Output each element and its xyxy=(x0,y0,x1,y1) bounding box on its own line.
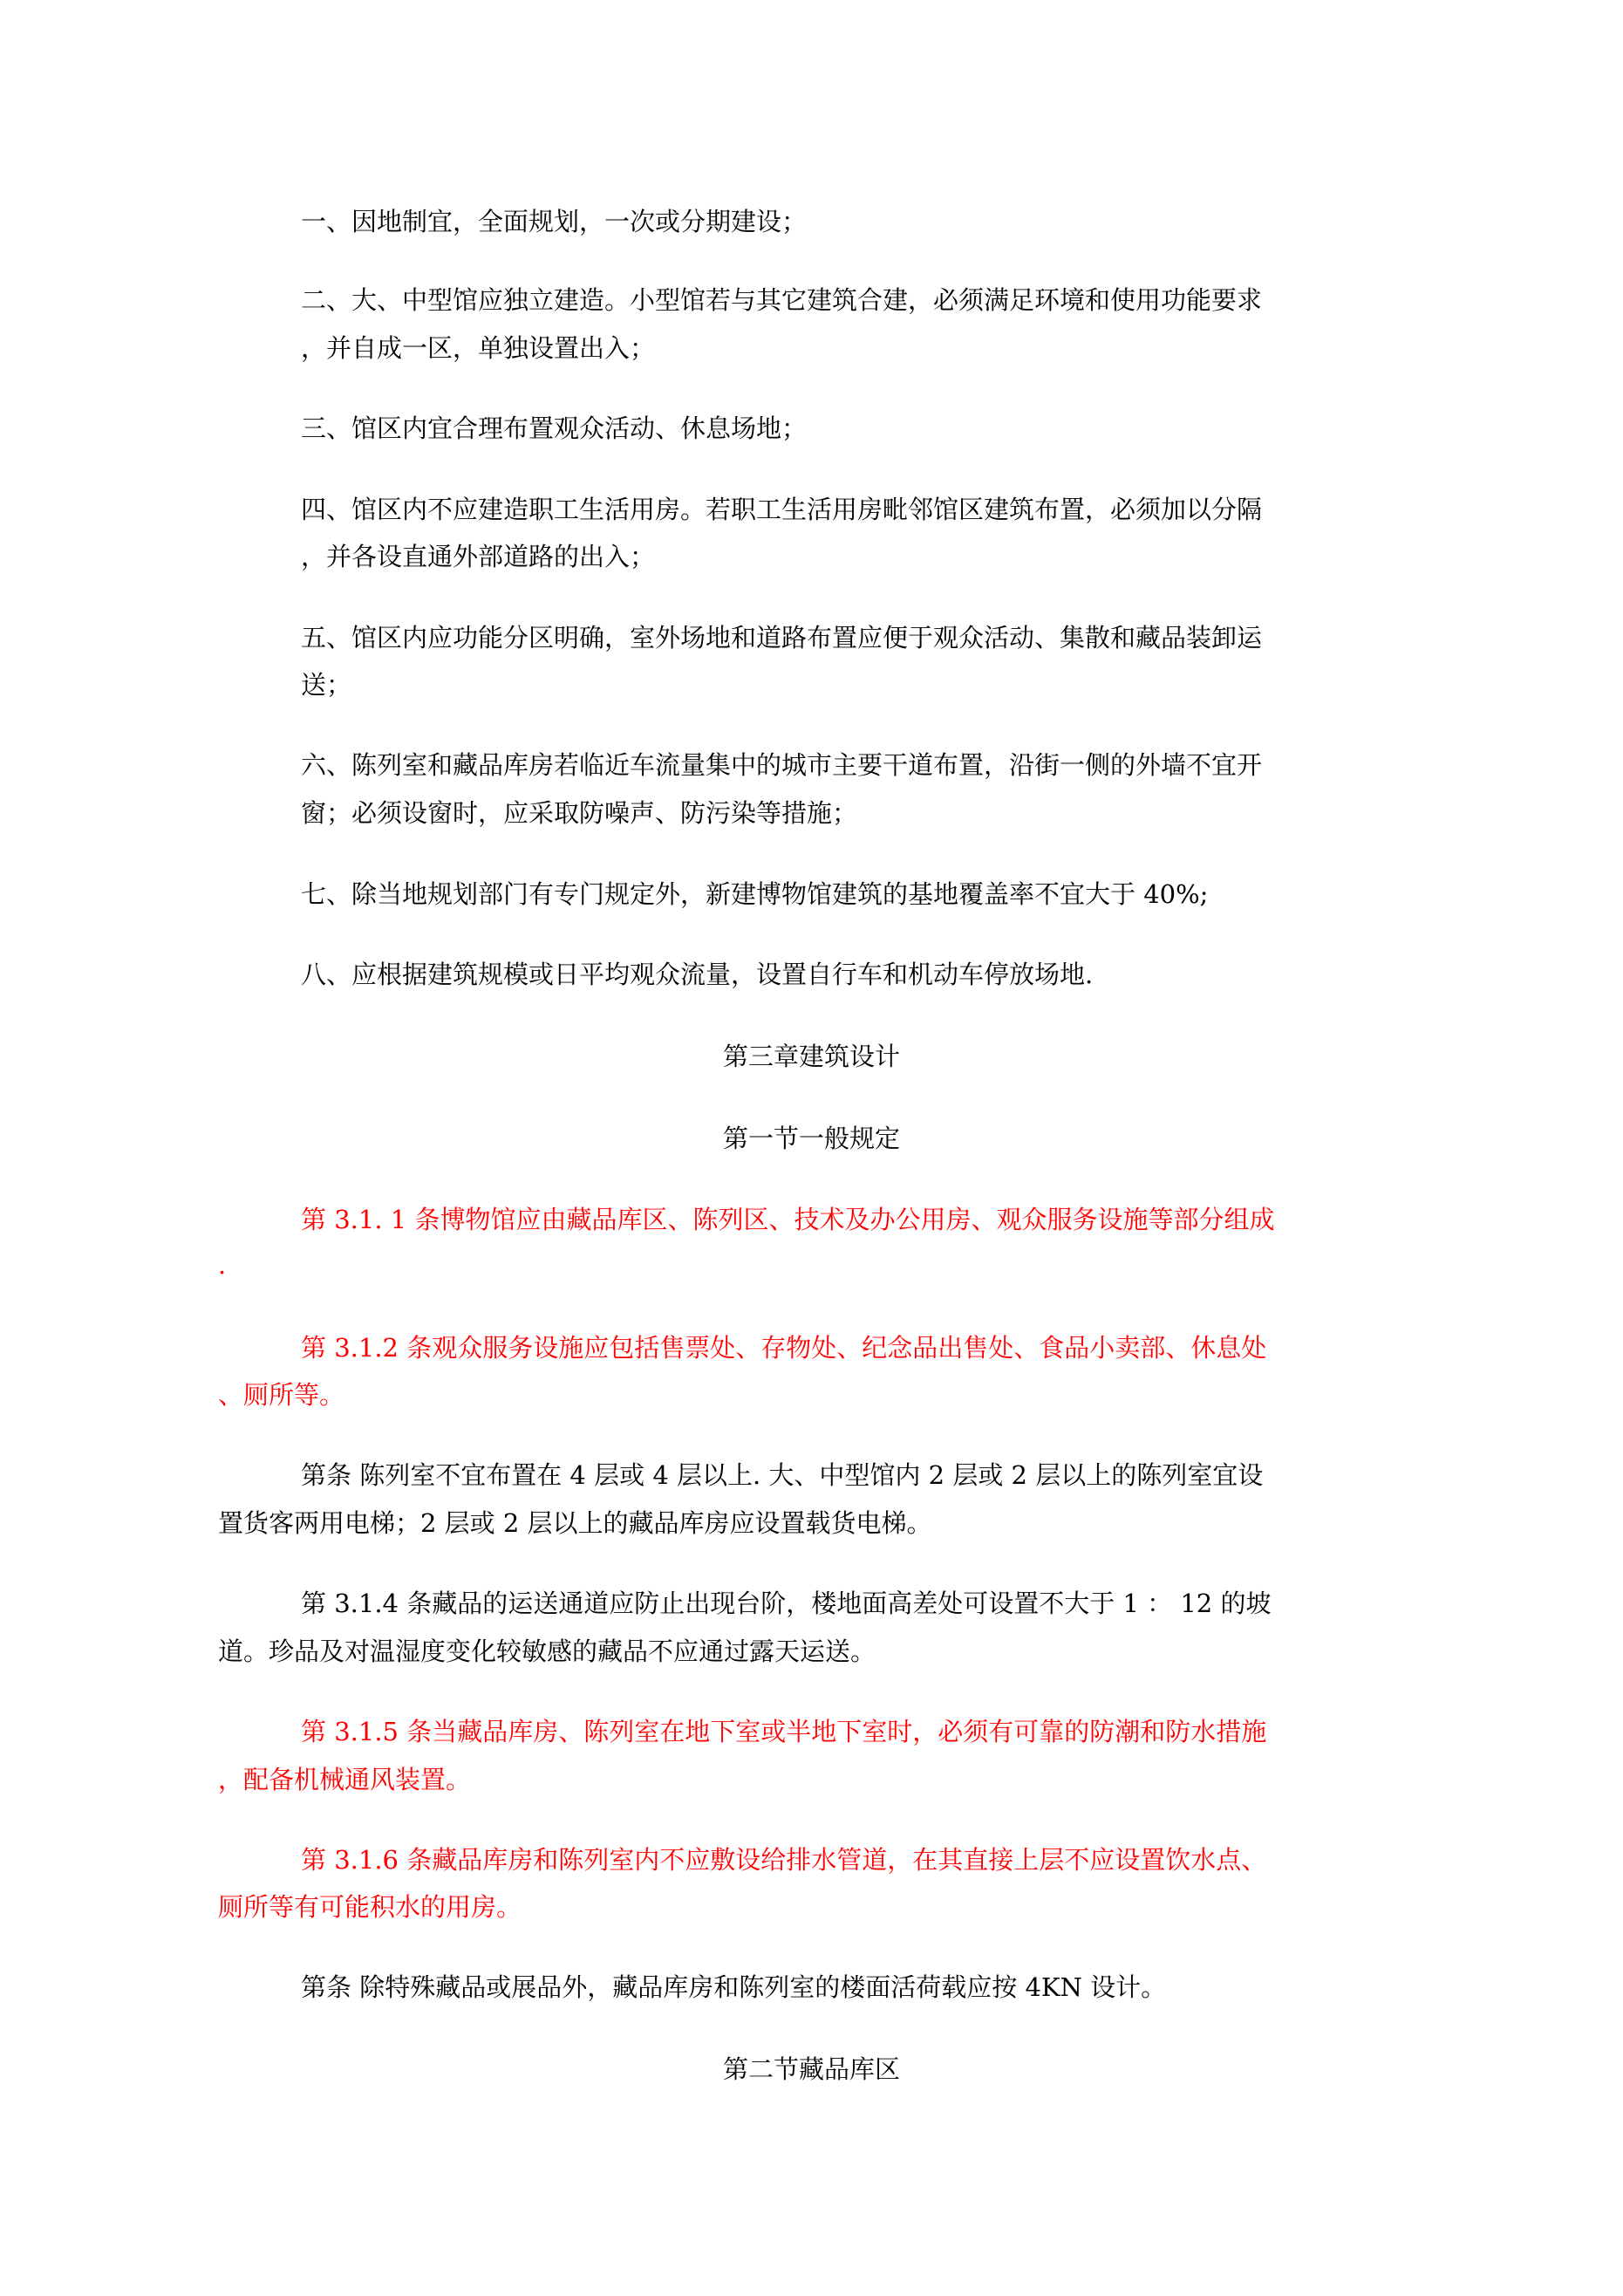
paragraph-2-line-2: ，并自成一区，单独设置出入； xyxy=(301,333,656,363)
clause-3-1-6-line-1: 第 3.1.6 条藏品库房和陈列室内不应敷设给排水管道，在其直接上层不应设置饮水点、 xyxy=(301,1845,1267,1875)
clause-3-1-3-line-1: 第条 陈列室不宜布置在 4 层或 4 层以上. 大、中型馆内 2 层或 2 层以上的陈列室宜设 xyxy=(301,1460,1264,1490)
clause-3-1-2-line-1: 第 3.1.2 条观众服务设施应包括售票处、存物处、纪念品出售处、食品小卖部、休息处 xyxy=(301,1333,1267,1363)
clause-3-1-6-line-2: 厕所等有可能积水的用房。 xyxy=(218,1892,522,1922)
clause-3-1-7: 第条 除特殊藏品或展品外，藏品库房和陈列室的楼面活荷载应按 4KN 设计。 xyxy=(301,1972,1167,2002)
paragraph-3: 三、馆区内宜合理布置观众活动、休息场地； xyxy=(301,413,808,443)
paragraph-6-line-1: 六、陈列室和藏品库房若临近车流量集中的城市主要干道布置，沿街一侧的外墙不宜开 xyxy=(301,750,1263,780)
section-heading-1: 第一节一般规定 xyxy=(722,1124,900,1153)
paragraph-5-line-1: 五、馆区内应功能分区明确，室外场地和道路布置应便于观众活动、集散和藏品装卸运 xyxy=(301,623,1263,653)
section-heading-2: 第二节藏品库区 xyxy=(722,2054,900,2084)
clause-3-1-4-line-2: 道。珍品及对温湿度变化较敏感的藏品不应通过露天运送。 xyxy=(218,1637,876,1666)
paragraph-8: 八、应根据建筑规模或日平均观众流量，设置自行车和机动车停放场地. xyxy=(301,960,1094,989)
chapter-heading: 第三章建筑设计 xyxy=(722,1042,900,1071)
paragraph-1: 一、因地制宜，全面规划，一次或分期建设； xyxy=(301,207,808,236)
paragraph-4-line-1: 四、馆区内不应建造职工生活用房。若职工生活用房毗邻馆区建筑布置，必须加以分隔 xyxy=(301,495,1263,524)
clause-3-1-1-line-1: 第 3.1. 1 条博物馆应由藏品库区、陈列区、技术及办公用房、观众服务设施等部分组成 xyxy=(301,1205,1275,1234)
clause-3-1-5-line-2: ，配备机械通风装置。 xyxy=(218,1765,472,1794)
clause-3-1-5-line-1: 第 3.1.5 条当藏品库房、陈列室在地下室或半地下室时，必须有可靠的防潮和防水措施 xyxy=(301,1717,1267,1746)
clause-3-1-3-line-2: 置货客两用电梯；2 层或 2 层以上的藏品库房应设置载货电梯。 xyxy=(218,1508,932,1538)
paragraph-7: 七、除当地规划部门有专门规定外，新建博物馆建筑的基地覆盖率不宜大于 40%; xyxy=(301,879,1209,909)
clause-3-1-2-line-2: 、厕所等。 xyxy=(218,1380,345,1410)
paragraph-5-line-2: 送； xyxy=(301,670,352,700)
paragraph-6-line-2: 窗；必须设窗时，应采取防噪声、防污染等措施； xyxy=(301,798,858,828)
clause-3-1-4-line-1: 第 3.1.4 条藏品的运送通道应防止出现台阶，楼地面高差处可设置不大于 1 ： 12 的坡 xyxy=(301,1589,1272,1618)
paragraph-2-line-1: 二、大、中型馆应独立建造。小型馆若与其它建筑合建，必须满足环境和使用功能要求 xyxy=(301,285,1263,315)
clause-3-1-1-line-2: . xyxy=(218,1250,227,1280)
paragraph-4-line-2: ，并各设直通外部道路的出入； xyxy=(301,542,656,571)
